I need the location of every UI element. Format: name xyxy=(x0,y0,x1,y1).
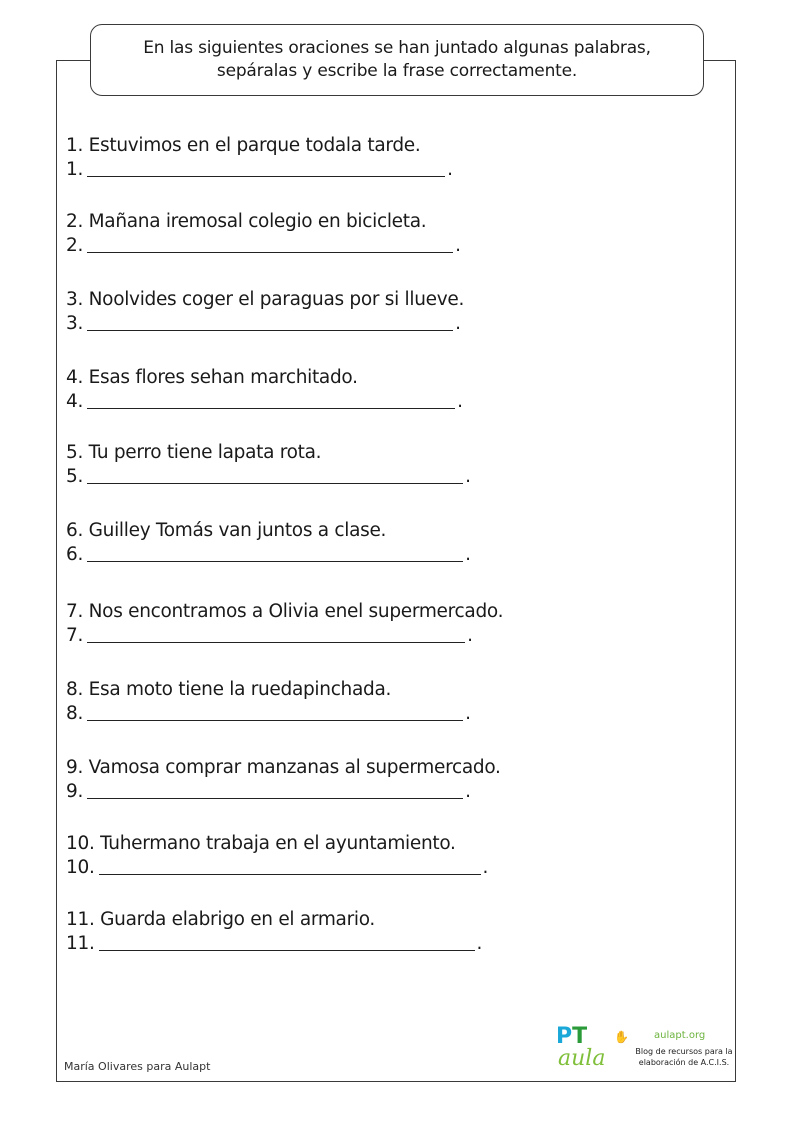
answer-number-4: 4. xyxy=(66,391,84,412)
answer-number-9: 9. xyxy=(66,781,84,802)
answer-number-5: 5. xyxy=(66,466,84,487)
answer-row-10 xyxy=(66,856,506,880)
sentence-9: 9. Vamosa comprar manzanas al supermercado. xyxy=(66,757,501,778)
exercise-item-10 xyxy=(66,832,506,880)
answer-number-2: 2. xyxy=(66,235,84,256)
instructions-text: En las siguientes oraciones se han juntado algunas palabras, sepáralas y escribe la frase correctamente. xyxy=(143,38,651,81)
answer-row-8 xyxy=(66,702,506,726)
answer-row-11 xyxy=(66,932,506,956)
sentence-3: 3. Noolvides coger el paraguas por si llueve. xyxy=(66,289,465,310)
answer-end-11: . xyxy=(476,933,483,954)
sentence-2: 2. Mañana iremosal colegio en bicicleta. xyxy=(66,211,427,232)
answer-number-11: 11. xyxy=(66,933,95,954)
answer-number-6: 6. xyxy=(66,544,84,565)
sentence-11: 11. Guarda elabrigo en el armario. xyxy=(66,909,376,930)
answer-line-11[interactable] xyxy=(99,950,475,951)
answer-line-3[interactable] xyxy=(87,330,453,331)
answer-row-5 xyxy=(66,465,506,489)
logo-word: aula xyxy=(558,1046,606,1071)
exercise-item-7 xyxy=(66,600,506,648)
sentence-5: 5. Tu perro tiene lapata rota. xyxy=(66,442,322,463)
answer-row-3 xyxy=(66,312,506,336)
answer-line-8[interactable] xyxy=(87,720,463,721)
aulapt-logo xyxy=(556,1022,732,1078)
answer-end-4: . xyxy=(457,391,463,412)
answer-number-8: 8. xyxy=(66,703,84,724)
exercise-item-11 xyxy=(66,908,506,956)
exercise-item-1 xyxy=(66,134,506,182)
answer-line-10[interactable] xyxy=(99,874,481,875)
sentence-6: 6. Guilley Tomás van juntos a clase. xyxy=(66,520,387,541)
sentence-7: 7. Nos encontramos a Olivia enel supermercado. xyxy=(66,601,504,622)
answer-row-6 xyxy=(66,543,506,567)
answer-row-7 xyxy=(66,624,506,648)
hand-icon: ✋ xyxy=(614,1030,629,1044)
answer-row-1 xyxy=(66,158,506,182)
answer-number-3: 3. xyxy=(66,313,84,334)
logo-site: aulapt.org xyxy=(654,1030,706,1041)
answer-number-10: 10. xyxy=(66,857,95,878)
answer-end-9: . xyxy=(465,781,471,802)
answer-end-6: . xyxy=(465,544,471,565)
answer-line-2[interactable] xyxy=(87,252,453,253)
exercise-item-4 xyxy=(66,366,506,414)
logo-tagline: Blog de recursos para la elaboración de A.C.I.S. xyxy=(635,1047,733,1067)
sentence-8: 8. Esa moto tiene la ruedapinchada. xyxy=(66,679,392,700)
answer-row-4 xyxy=(66,390,506,414)
answer-line-9[interactable] xyxy=(87,798,463,799)
sentence-10: 10. Tuhermano trabaja en el ayuntamiento. xyxy=(66,833,456,854)
exercise-item-6 xyxy=(66,519,506,567)
answer-end-3: . xyxy=(455,313,461,334)
sentence-1: 1. Estuvimos en el parque todala tarde. xyxy=(66,135,421,156)
answer-end-8: . xyxy=(465,703,471,724)
answer-line-1[interactable] xyxy=(87,176,445,177)
answer-end-1: . xyxy=(447,159,453,180)
answer-line-6[interactable] xyxy=(87,561,463,562)
answer-end-10: . xyxy=(482,857,489,878)
sentence-4: 4. Esas flores sehan marchitado. xyxy=(66,367,358,388)
exercise-item-8 xyxy=(66,678,506,726)
answer-row-9 xyxy=(66,780,506,804)
exercise-item-5 xyxy=(66,441,506,489)
answer-number-1: 1. xyxy=(66,159,84,180)
answer-end-2: . xyxy=(455,235,461,256)
author-credit: María Olivares para Aulapt xyxy=(64,1060,211,1073)
exercise-item-3 xyxy=(66,288,506,336)
answer-line-4[interactable] xyxy=(87,408,455,409)
exercise-item-2 xyxy=(66,210,506,258)
instructions-box xyxy=(90,24,704,96)
answer-row-2 xyxy=(66,234,506,258)
pt-logo-letters: PT xyxy=(556,1024,588,1049)
answer-end-7: . xyxy=(467,625,473,646)
answer-line-5[interactable] xyxy=(87,483,463,484)
answer-end-5: . xyxy=(465,466,471,487)
answer-number-7: 7. xyxy=(66,625,84,646)
exercise-item-9 xyxy=(66,756,506,804)
answer-line-7[interactable] xyxy=(87,642,465,643)
